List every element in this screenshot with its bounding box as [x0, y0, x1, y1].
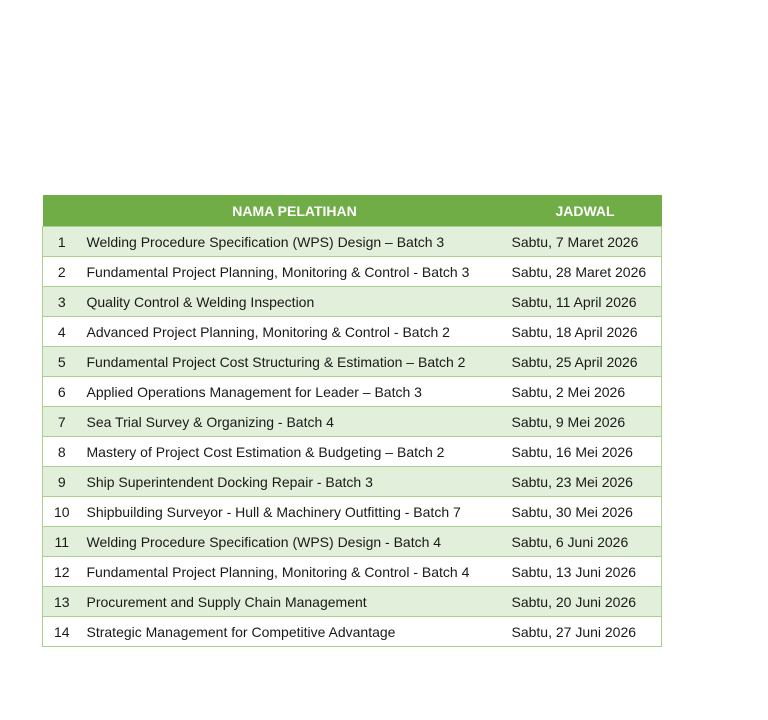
table-body	[43, 227, 662, 647]
training-name: Advanced Project Planning, Monitoring & Control - Batch 2	[81, 317, 509, 347]
row-number: 6	[43, 377, 81, 407]
training-date: Sabtu, 9 Mei 2026	[509, 407, 662, 437]
row-number: 2	[43, 257, 81, 287]
row-number: 5	[43, 347, 81, 377]
row-number: 1	[43, 227, 81, 257]
row-number: 10	[43, 497, 81, 527]
table-row	[43, 437, 662, 467]
table-row	[43, 467, 662, 497]
table-row	[43, 497, 662, 527]
training-name: Procurement and Supply Chain Management	[81, 587, 509, 617]
training-date: Sabtu, 2 Mei 2026	[509, 377, 662, 407]
header-row	[43, 195, 662, 227]
training-name: Welding Procedure Specification (WPS) Design – Batch 3	[81, 227, 509, 257]
training-name: Fundamental Project Planning, Monitoring & Control - Batch 3	[81, 257, 509, 287]
row-number: 12	[43, 557, 81, 587]
training-date: Sabtu, 27 Juni 2026	[509, 617, 662, 647]
table-row	[43, 317, 662, 347]
training-date: Sabtu, 13 Juni 2026	[509, 557, 662, 587]
header-schedule: JADWAL	[509, 195, 662, 227]
row-number: 4	[43, 317, 81, 347]
training-name: Applied Operations Management for Leader – Batch 3	[81, 377, 509, 407]
row-number: 7	[43, 407, 81, 437]
training-name: Sea Trial Survey & Organizing - Batch 4	[81, 407, 509, 437]
table-row	[43, 257, 662, 287]
table-row	[43, 287, 662, 317]
training-date: Sabtu, 28 Maret 2026	[509, 257, 662, 287]
row-number: 8	[43, 437, 81, 467]
training-date: Sabtu, 18 April 2026	[509, 317, 662, 347]
row-number: 11	[43, 527, 81, 557]
training-name: Strategic Management for Competitive Advantage	[81, 617, 509, 647]
table-row	[43, 377, 662, 407]
training-name: Quality Control & Welding Inspection	[81, 287, 509, 317]
training-name: Shipbuilding Surveyor - Hull & Machinery Outfitting - Batch 7	[81, 497, 509, 527]
table-row	[43, 407, 662, 437]
training-name: Ship Superintendent Docking Repair - Batch 3	[81, 467, 509, 497]
table-row	[43, 527, 662, 557]
table-header	[43, 195, 662, 227]
row-number: 3	[43, 287, 81, 317]
training-date: Sabtu, 7 Maret 2026	[509, 227, 662, 257]
training-date: Sabtu, 16 Mei 2026	[509, 437, 662, 467]
training-name: Welding Procedure Specification (WPS) Design - Batch 4	[81, 527, 509, 557]
training-date: Sabtu, 30 Mei 2026	[509, 497, 662, 527]
table-row	[43, 587, 662, 617]
table-row	[43, 227, 662, 257]
table-row	[43, 617, 662, 647]
row-number: 14	[43, 617, 81, 647]
training-name: Fundamental Project Planning, Monitoring & Control - Batch 4	[81, 557, 509, 587]
table-row	[43, 347, 662, 377]
training-name: Mastery of Project Cost Estimation & Budgeting – Batch 2	[81, 437, 509, 467]
training-name: Fundamental Project Cost Structuring & Estimation – Batch 2	[81, 347, 509, 377]
row-number: 13	[43, 587, 81, 617]
table-row	[43, 557, 662, 587]
header-training-name: NAMA PELATIHAN	[81, 195, 509, 227]
training-date: Sabtu, 6 Juni 2026	[509, 527, 662, 557]
training-date: Sabtu, 11 April 2026	[509, 287, 662, 317]
training-date: Sabtu, 20 Juni 2026	[509, 587, 662, 617]
header-number	[43, 195, 81, 227]
training-date: Sabtu, 25 April 2026	[509, 347, 662, 377]
training-date: Sabtu, 23 Mei 2026	[509, 467, 662, 497]
row-number: 9	[43, 467, 81, 497]
training-schedule-table	[42, 195, 662, 647]
